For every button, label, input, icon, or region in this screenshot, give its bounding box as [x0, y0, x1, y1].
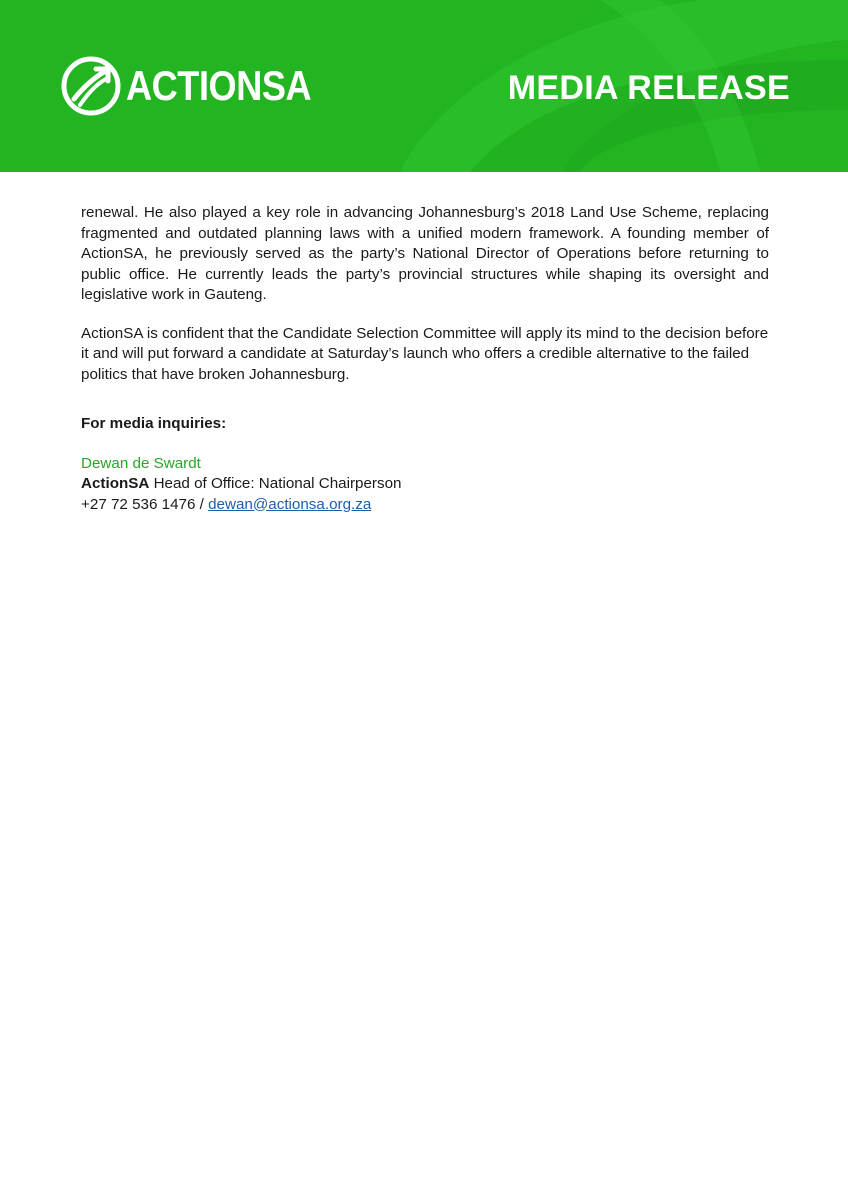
logo-wordmark: ACTIONSA — [126, 62, 312, 109]
actionsa-arrow-logo-icon — [60, 55, 122, 117]
release-body — [81, 203, 769, 515]
contact-phone: +27 72 536 1476 / — [81, 495, 209, 513]
body-paragraph-1: renewal. He also played a key role in advancing Johannesburg’s 2018 Land Use Scheme, replacing fragmented and outdated planning laws with a unified modern framework. A founding member of ActionSA, he previously served as the party’s National Director of Operations before returning to public office. He currently leads the party’s provincial structures while shaping its oversight and legislative work in Gauteng. — [81, 204, 769, 303]
header-banner — [0, 0, 848, 172]
contact-name: Dewan de Swardt — [81, 454, 201, 472]
actionsa-logo — [60, 55, 341, 117]
body-paragraph-2: ActionSA is confident that the Candidate Selection Committee will apply its mind to the decision before it and will put forward a candidate at Saturday’s launch who offers a credible alternative to the failed politics that have broken Johannesburg. — [81, 324, 769, 383]
contact-org: ActionSA — [81, 475, 150, 492]
media-release-title: MEDIA RELEASE — [507, 69, 790, 107]
contact-email-link[interactable]: dewan@actionsa.org.za — [208, 495, 372, 513]
contact-role-line — [81, 474, 769, 495]
media-inquiries-heading: For media inquiries: — [81, 415, 227, 432]
contact-block — [81, 454, 769, 516]
contact-role: Head of Office: National Chairperson — [149, 475, 402, 492]
contact-phone-line — [81, 495, 769, 516]
